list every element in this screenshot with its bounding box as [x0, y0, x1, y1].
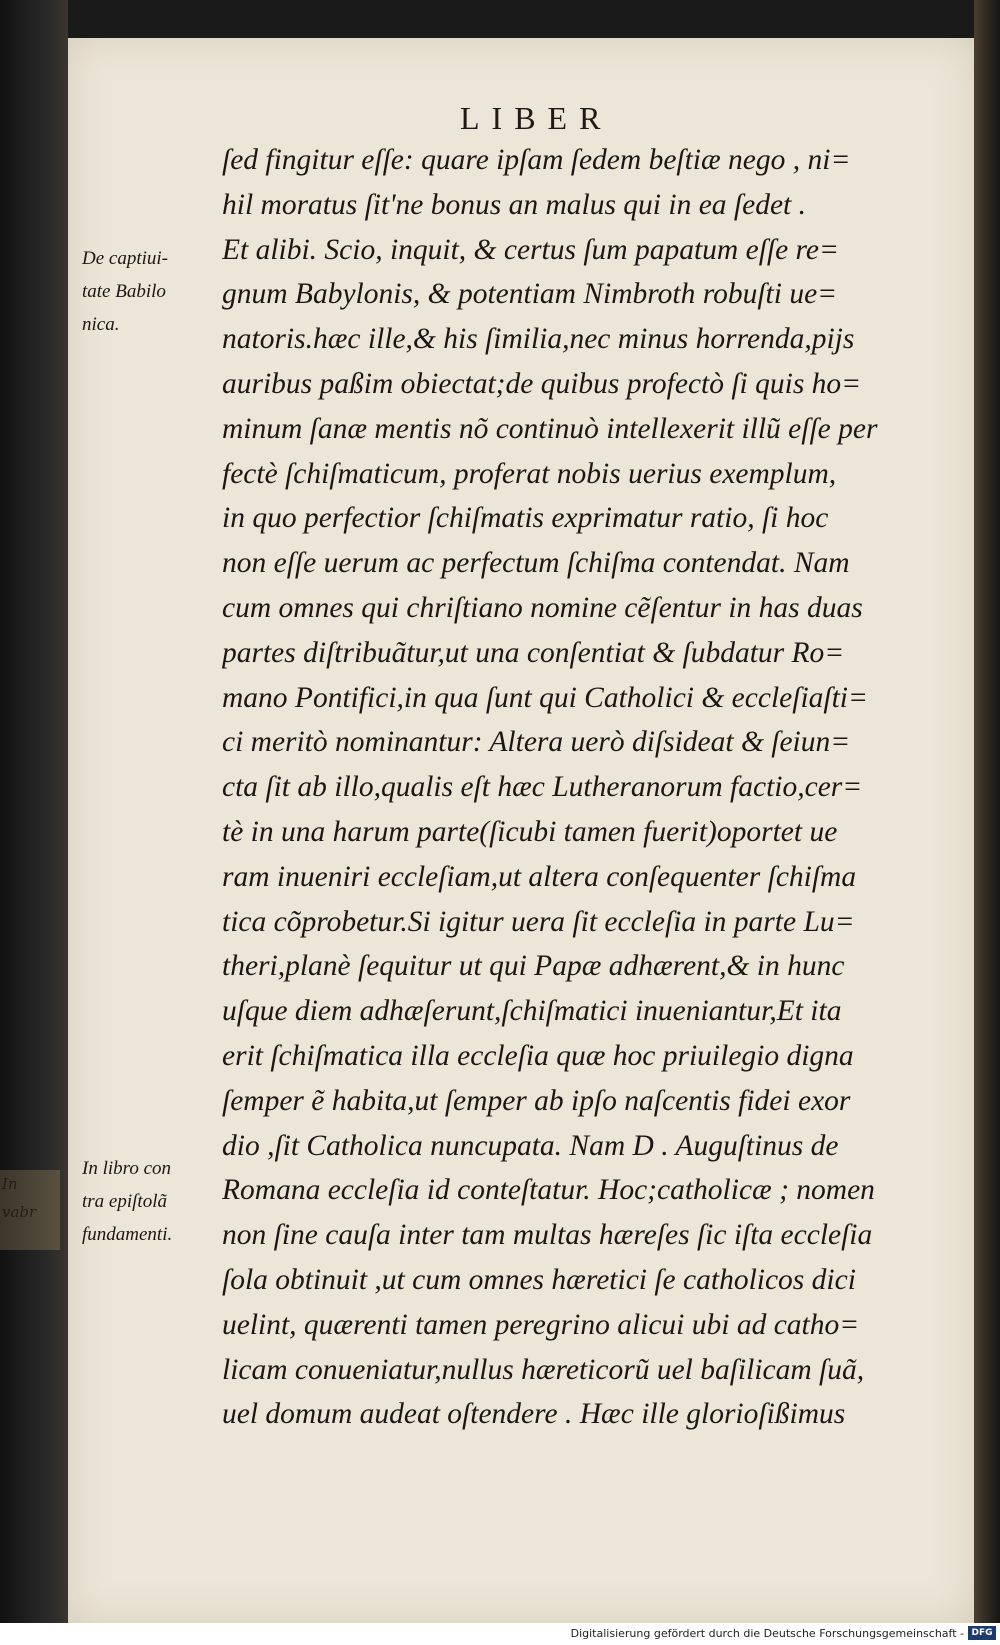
- text-line: licam conueniatur,nullus hæreticorũ uel baſilicam ſuã,: [222, 1353, 865, 1386]
- text-line: partes diſtribuãtur,ut una conſentiat & ſubdatur Ro=: [222, 636, 845, 669]
- text-line: auribus paßim obiectat;de quibus profectò ſi quis ho=: [222, 367, 862, 400]
- previous-page-fragment: [0, 1170, 60, 1250]
- text-line: minum ſanæ mentis nõ continuò intellexerit illũ eſſe per: [222, 412, 878, 445]
- text-line: hil moratus ſit'ne bonus an malus qui in ea ſedet .: [222, 188, 806, 221]
- marginal-note-line: tra epiſtolã: [82, 1191, 167, 1212]
- text-line: Romana eccleſia id conteſtatur. Hoc;catholicæ ; nomen: [222, 1174, 875, 1207]
- text-line: fectè ſchiſmaticum, proferat nobis uerius exemplum,: [222, 457, 837, 490]
- text-line: theri,planè ſequitur ut qui Papæ adhærent,& in hunc: [222, 950, 845, 983]
- main-text-block: [222, 138, 932, 1437]
- text-line: mano Pontifici,in qua ſunt qui Catholici & eccleſiaſti=: [222, 681, 868, 714]
- text-line: ci meritò nominantur: Altera uerò diſsideat & ſeiun=: [222, 726, 851, 759]
- text-line: dio ,ſit Catholica nuncupata. Nam D . Auguſtinus de: [222, 1129, 839, 1162]
- text-line: ſemper ẽ habita,ut ſemper ab ipſo naſcentis fidei exor: [222, 1084, 851, 1117]
- text-line: tica cõprobetur.Si igitur uera ſit eccleſia in parte Lu=: [222, 905, 855, 938]
- text-line: uſque diem adhæſerunt,ſchiſmatici inueniantur,Et ita: [222, 995, 842, 1028]
- marginal-note: [82, 1152, 217, 1251]
- text-line: gnum Babylonis, & potentiam Nimbroth robuſti ue=: [222, 278, 838, 311]
- text-line: ram inueniri eccleſiam,ut altera conſequenter ſchiſma: [222, 860, 857, 893]
- footer-bar: [0, 1623, 1000, 1645]
- text-line: ſola obtinuit ,ut cum omnes hæretici ſe catholicos dici: [222, 1263, 856, 1296]
- text-line: natoris.hæc ille,& his ſimilia,nec minus horrenda,pijs: [222, 323, 855, 356]
- text-line: Et alibi. Scio, inquit, & certus ſum papatum eſſe re=: [222, 233, 839, 266]
- marginal-note-line: fundamenti.: [82, 1224, 173, 1245]
- marginal-note-line: De captiui-: [82, 248, 169, 269]
- text-line: ſed fingitur eſſe: quare ipſam ſedem beſtiæ nego , ni=: [222, 144, 851, 176]
- book-gutter-left: [0, 0, 68, 1645]
- marginal-note-line: tate Babilo: [82, 281, 166, 302]
- funding-credit: Digitalisierung gefördert durch die Deutsche Forschungsgemeinschaft -: [570, 1627, 964, 1640]
- text-line: non ſine cauſa inter tam multas hæreſes ſic iſta eccleſia: [222, 1219, 873, 1252]
- book-edge-right: [974, 0, 1000, 1645]
- running-head: LIBER: [460, 100, 613, 136]
- text-line: in quo perfectior ſchiſmatis exprimatur ratio, ſi hoc: [222, 502, 829, 535]
- previous-page-fragment-line: vabr: [2, 1203, 37, 1221]
- text-line: non eſſe uerum ac perfectum ſchiſma contendat. Nam: [222, 547, 850, 580]
- text-line: uelint, quærenti tamen peregrino alicui ubi ad catho=: [222, 1308, 860, 1341]
- dfg-logo: DFG: [968, 1626, 996, 1640]
- marginal-note-line: nica.: [82, 314, 120, 335]
- marginal-note: [82, 242, 217, 341]
- marginal-note-line: In libro con: [82, 1158, 172, 1179]
- text-line: cta ſit ab illo,qualis eſt hæc Lutheranorum factio,cer=: [222, 771, 863, 804]
- text-line: uel domum audeat oſtendere . Hæc ille glorioſißimus: [222, 1398, 846, 1431]
- text-line: erit ſchiſmatica illa eccleſia quæ hoc priuilegio digna: [222, 1039, 854, 1072]
- text-line: cum omnes qui chriſtiano nomine cẽſentur in has duas: [222, 591, 863, 624]
- previous-page-fragment-line: In: [2, 1175, 18, 1193]
- text-line: tè in una harum parte(ſicubi tamen fuerit)oportet ue: [222, 815, 838, 848]
